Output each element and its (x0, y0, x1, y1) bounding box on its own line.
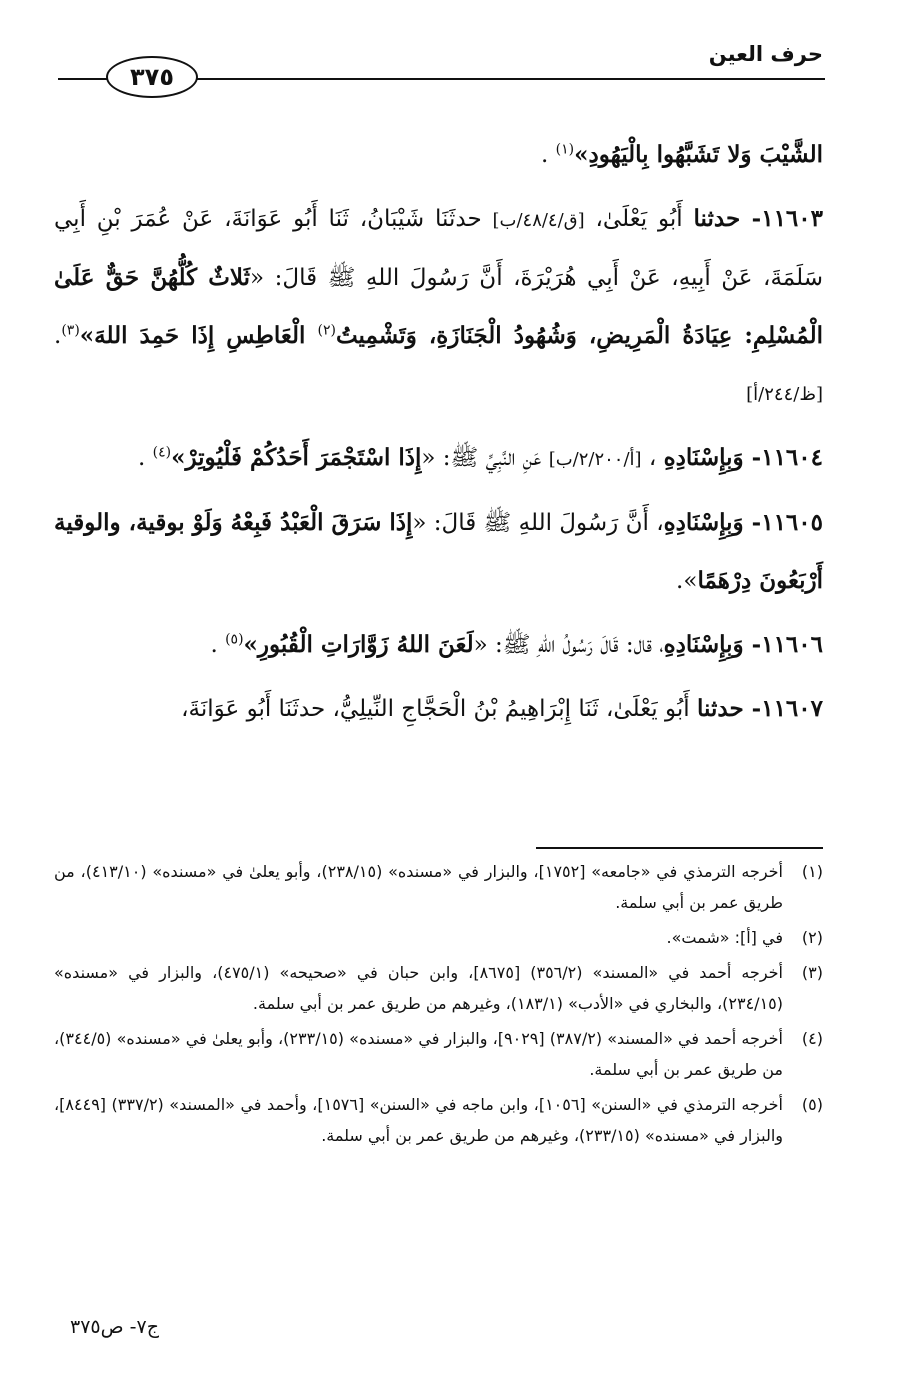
hadith-text: الْعَاطِسِ إِذَا حَمِدَ اللهَ» (79, 322, 318, 349)
footnote-1 (54, 856, 823, 918)
footnote-number: (٣) (801, 963, 823, 982)
running-head: حرف العين (708, 42, 823, 66)
isnad-text: عَنِ النَّبِيِّ ﷺ: « (421, 445, 549, 471)
footnote-5 (54, 1089, 823, 1151)
footnote-number: (١) (801, 862, 823, 881)
isnad-text: ، قال: قَالَ رَسُولُ اللهِ ﷺ: « (473, 632, 664, 658)
manuscript-ref: [ق/٤٨/٤/ب] (492, 210, 585, 231)
hadith-text: لَعَنَ اللهُ زَوَّارَاتِ الْقُبُورِ» (243, 631, 474, 658)
paragraph-continuation (54, 126, 823, 184)
page-number-badge (106, 56, 198, 98)
footnote-ref: (٥) (225, 631, 244, 648)
punctuation: . (138, 445, 153, 471)
hadith-11604 (54, 429, 823, 488)
isnad-text: أَبُو يَعْلَىٰ، (584, 206, 694, 232)
footnote-text: أخرجه الترمذي في «جامعه» [١٧٥٢]، والبزار في «مسنده» (٢٣٨/١٥)، وأبو يعلىٰ في «مسنده» (٤١٣/١٠)، من طريق عمر بن أبي سلمة. (54, 862, 783, 912)
footnotes (54, 856, 823, 1155)
footnote-ref: (١) (555, 141, 575, 158)
footnote-3 (54, 957, 823, 1019)
hadith-11603 (54, 190, 823, 423)
hadith-number: ١١٦٠٦- وَبِإِسْنَادِهِ (663, 631, 823, 658)
footnote-number: (٢) (801, 928, 823, 947)
footnote-text: أخرجه الترمذي في «السنن» [١٠٥٦]، وابن ماجه في «السنن» [١٥٧٦]، وأحمد في «المسند» (٣٣٧/٢) [٨٤٤٩]، والبزار في «مسنده» (٢٣٣/١٥)، وغيرهم من طريق عمر بن أبي سلمة. (54, 1095, 783, 1145)
hadith-11605 (54, 494, 823, 610)
footnote-text: أخرجه أحمد في «المسند» (٣٥٦/٢) [٨٦٧٥]، وابن حبان في «صحيحه» (٤٧٥/١)، والبزار في «مسنده» (٢٣٤/١٥)، والبخاري في «الأدب» (١٨٣/١)، وغيرهم من طريق عمر بن أبي سلمة. (54, 963, 783, 1013)
main-text (54, 126, 823, 744)
hadith-number: ١١٦٠٥- وَبِإِسْنَادِهِ (663, 509, 823, 536)
manuscript-ref: [أ/٢/٢٠٠/ب] (548, 449, 642, 470)
hadith-11607 (54, 680, 823, 738)
hadith-text: إِذَا سَرَقَ الْعَبْدُ فَبِعْهُ وَلَوْ بوقية، والوقية أَرْبَعُونَ دِرْهَمًا (54, 509, 823, 594)
punctuation: . (210, 632, 226, 658)
hadith-text: إِذَا اسْتَجْمَرَ أَحَدُكُمْ فَلْيُوتِرْ» (171, 444, 422, 471)
isnad-text: أَبُو يَعْلَىٰ، ثَنَا إِبْرَاهِيمُ بْنُ الْحَجَّاجِ النِّيلِيُّ، حدثَنَا أَبُو عَوَانَةَ، (181, 696, 698, 722)
hadith-number: ١١٦٠٣- حدثنا (693, 205, 823, 232)
footnote-ref: (٣) (61, 322, 80, 339)
isnad-text: حدثَنَا شَيْبَانُ، ثَنَا أَبُو عَوَانَةَ، عَنْ عُمَرَ بْنِ أَبِي سَلَمَةَ، عَنْ أَبِيهِ، عَنْ أَبِي هُرَيْرَةَ، أَنَّ رَسُولَ اللهِ ﷺ قَالَ: « (54, 206, 823, 291)
hadith-number: ١١٦٠٧- حدثنا (697, 695, 823, 722)
footnote-text: أخرجه أحمد في «المسند» (٣٨٧/٢) [٩٠٢٩]، والبزار في «مسنده» (٢٣٣/١٥)، وأبو يعلىٰ في «مسنده» (٣٤٤/٥)، من طريق عمر بن أبي سلمة. (54, 1029, 783, 1079)
footnote-number: (٤) (801, 1029, 823, 1048)
footnote-ref: (٢) (317, 322, 336, 339)
footnote-2 (54, 922, 823, 953)
footnote-ref: (٤) (152, 444, 172, 461)
footnote-rule (536, 847, 823, 849)
footnote-4 (54, 1023, 823, 1085)
hadith-11606 (54, 616, 823, 674)
hadith-number: ١١٦٠٤- وَبِإِسْنَادِهِ (663, 444, 823, 471)
manuscript-ref: [ظ/٢٤٤/أ] (746, 384, 823, 405)
isnad-text: ، أَنَّ رَسُولَ اللهِ ﷺ قَالَ: « (412, 510, 664, 536)
page-number: ٣٧٥ (130, 63, 174, 91)
punctuation: ». (676, 568, 698, 594)
hadith-text: الشَّيْبَ وَلا تَشَبَّهُوا بِالْيَهُودِ» (574, 141, 823, 168)
punctuation: . (541, 142, 556, 168)
footnote-text: في [أ]: «شمت». (666, 928, 783, 947)
hadith-text: ثَلاثٌ كُلُّهُنَّ حَقٌّ عَلَىٰ الْمُسْلِمِ: عِيَادَةُ الْمَرِيضِ، وَشُهُودُ الْجَنَازَةِ، وَتَشْمِيتُ (54, 264, 823, 349)
volume-page-signature: ج٧- ص٣٧٥ (70, 1316, 159, 1338)
punctuation: . (54, 323, 62, 349)
footnote-number: (٥) (801, 1095, 823, 1114)
isnad-text: ، (641, 445, 664, 471)
